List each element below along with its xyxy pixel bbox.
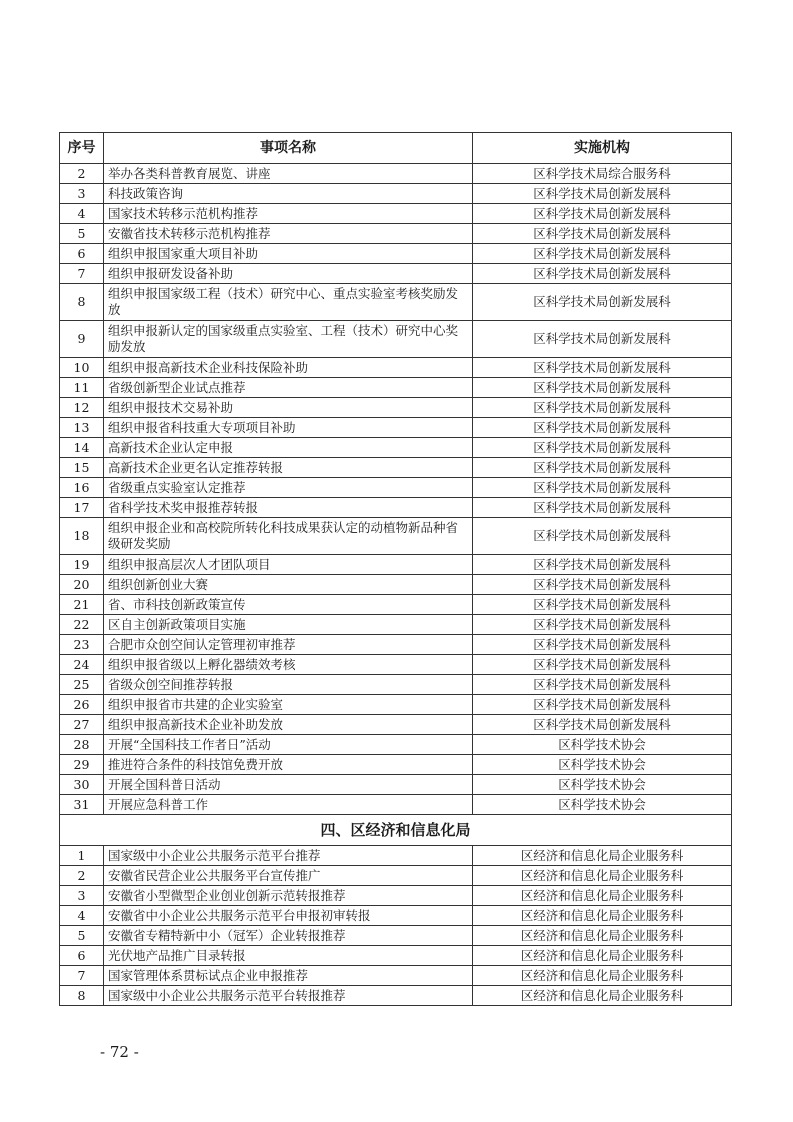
table-row	[60, 635, 732, 655]
cell-name: 国家级中小企业公共服务示范平台推荐	[104, 846, 473, 866]
table-row	[60, 795, 732, 815]
cell-org: 区科学技术局创新发展科	[473, 478, 732, 498]
table-row	[60, 518, 732, 555]
cell-name: 组织创新创业大赛	[104, 575, 473, 595]
header-org: 实施机构	[473, 133, 732, 164]
cell-name: 组织申报企业和高校院所转化科技成果获认定的动植物新品种省级研发奖励	[104, 518, 473, 555]
cell-num: 1	[60, 846, 104, 866]
table-row	[60, 946, 732, 966]
table-row	[60, 966, 732, 986]
cell-name: 举办各类科普教育展览、讲座	[104, 164, 473, 184]
page-number: - 72 -	[100, 1043, 139, 1061]
cell-name: 高新技术企业认定申报	[104, 438, 473, 458]
table-row	[60, 715, 732, 735]
table-row	[60, 575, 732, 595]
cell-org: 区科学技术局创新发展科	[473, 655, 732, 675]
cell-name: 推进符合条件的科技馆免费开放	[104, 755, 473, 775]
cell-name: 科技政策咨询	[104, 184, 473, 204]
cell-num: 17	[60, 498, 104, 518]
cell-org: 区科学技术局创新发展科	[473, 518, 732, 555]
cell-name: 组织申报研发设备补助	[104, 264, 473, 284]
section-row	[60, 815, 732, 846]
cell-num: 14	[60, 438, 104, 458]
cell-num: 8	[60, 284, 104, 321]
table-row	[60, 595, 732, 615]
cell-org: 区科学技术局创新发展科	[473, 358, 732, 378]
cell-name: 组织申报新认定的国家级重点实验室、工程（技术）研究中心奖励发放	[104, 321, 473, 358]
cell-org: 区科学技术局创新发展科	[473, 264, 732, 284]
table-row	[60, 655, 732, 675]
cell-name: 光伏地产品推广目录转报	[104, 946, 473, 966]
cell-name: 安徽省技术转移示范机构推荐	[104, 224, 473, 244]
cell-name: 安徽省民营企业公共服务平台宣传推广	[104, 866, 473, 886]
cell-num: 26	[60, 695, 104, 715]
table-row	[60, 224, 732, 244]
cell-name: 国家管理体系贯标试点企业申报推荐	[104, 966, 473, 986]
cell-num: 15	[60, 458, 104, 478]
table-header-row	[60, 133, 732, 164]
table-row	[60, 204, 732, 224]
cell-org: 区科学技术协会	[473, 755, 732, 775]
cell-org: 区科学技术局创新发展科	[473, 284, 732, 321]
cell-org: 区科学技术局综合服务科	[473, 164, 732, 184]
cell-num: 22	[60, 615, 104, 635]
cell-num: 29	[60, 755, 104, 775]
cell-name: 安徽省专精特新中小（冠军）企业转报推荐	[104, 926, 473, 946]
cell-name: 安徽省中小企业公共服务示范平台申报初审转报	[104, 906, 473, 926]
cell-name: 高新技术企业更名认定推荐转报	[104, 458, 473, 478]
table-row	[60, 184, 732, 204]
cell-org: 区科学技术局创新发展科	[473, 438, 732, 458]
cell-num: 11	[60, 378, 104, 398]
cell-name: 组织申报高层次人才团队项目	[104, 555, 473, 575]
cell-name: 国家级中小企业公共服务示范平台转报推荐	[104, 986, 473, 1006]
cell-num: 12	[60, 398, 104, 418]
cell-org: 区科学技术局创新发展科	[473, 555, 732, 575]
table-row	[60, 695, 732, 715]
cell-org: 区科学技术局创新发展科	[473, 224, 732, 244]
header-name: 事项名称	[104, 133, 473, 164]
section-title: 四、区经济和信息化局	[60, 815, 732, 846]
cell-org: 区科学技术局创新发展科	[473, 418, 732, 438]
cell-name: 省级创新型企业试点推荐	[104, 378, 473, 398]
cell-name: 省科学技术奖申报推荐转报	[104, 498, 473, 518]
cell-num: 24	[60, 655, 104, 675]
table-row	[60, 438, 732, 458]
cell-num: 3	[60, 184, 104, 204]
cell-num: 3	[60, 886, 104, 906]
items-table	[59, 132, 732, 1006]
cell-org: 区科学技术协会	[473, 795, 732, 815]
table-row	[60, 735, 732, 755]
table-row	[60, 986, 732, 1006]
cell-org: 区科学技术局创新发展科	[473, 675, 732, 695]
table-row	[60, 498, 732, 518]
cell-org: 区科学技术局创新发展科	[473, 398, 732, 418]
table-row	[60, 866, 732, 886]
cell-name: 组织申报国家重大项目补助	[104, 244, 473, 264]
cell-name: 组织申报省市共建的企业实验室	[104, 695, 473, 715]
cell-num: 6	[60, 946, 104, 966]
table-row	[60, 244, 732, 264]
cell-org: 区科学技术局创新发展科	[473, 695, 732, 715]
table-row	[60, 264, 732, 284]
table-row	[60, 846, 732, 866]
cell-org: 区科学技术局创新发展科	[473, 244, 732, 264]
cell-num: 2	[60, 164, 104, 184]
cell-num: 5	[60, 926, 104, 946]
cell-name: 开展“全国科技工作者日”活动	[104, 735, 473, 755]
cell-num: 7	[60, 966, 104, 986]
cell-org: 区科学技术局创新发展科	[473, 378, 732, 398]
cell-org: 区科学技术局创新发展科	[473, 575, 732, 595]
table-row	[60, 615, 732, 635]
cell-org: 区科学技术局创新发展科	[473, 321, 732, 358]
cell-num: 21	[60, 595, 104, 615]
cell-org: 区经济和信息化局企业服务科	[473, 986, 732, 1006]
cell-name: 组织申报高新技术企业科技保险补助	[104, 358, 473, 378]
cell-num: 16	[60, 478, 104, 498]
cell-name: 省级众创空间推荐转报	[104, 675, 473, 695]
cell-name: 组织申报高新技术企业补助发放	[104, 715, 473, 735]
table-row	[60, 906, 732, 926]
header-num: 序号	[60, 133, 104, 164]
cell-name: 组织申报省科技重大专项项目补助	[104, 418, 473, 438]
cell-num: 27	[60, 715, 104, 735]
cell-num: 19	[60, 555, 104, 575]
table-row	[60, 418, 732, 438]
cell-name: 组织申报国家级工程（技术）研究中心、重点实验室考核奖励发放	[104, 284, 473, 321]
cell-org: 区经济和信息化局企业服务科	[473, 866, 732, 886]
cell-org: 区经济和信息化局企业服务科	[473, 946, 732, 966]
cell-name: 省级重点实验室认定推荐	[104, 478, 473, 498]
cell-name: 省、市科技创新政策宣传	[104, 595, 473, 615]
cell-num: 13	[60, 418, 104, 438]
cell-org: 区科学技术局创新发展科	[473, 615, 732, 635]
cell-org: 区科学技术局创新发展科	[473, 184, 732, 204]
cell-num: 5	[60, 224, 104, 244]
cell-org: 区经济和信息化局企业服务科	[473, 846, 732, 866]
table-row	[60, 555, 732, 575]
table-row	[60, 358, 732, 378]
table-row	[60, 926, 732, 946]
table-row	[60, 378, 732, 398]
table-row	[60, 458, 732, 478]
cell-name: 开展应急科普工作	[104, 795, 473, 815]
table-row	[60, 775, 732, 795]
cell-name: 安徽省小型微型企业创业创新示范转报推荐	[104, 886, 473, 906]
table-row	[60, 886, 732, 906]
cell-name: 组织申报省级以上孵化器绩效考核	[104, 655, 473, 675]
cell-org: 区科学技术局创新发展科	[473, 458, 732, 478]
table-row	[60, 321, 732, 358]
cell-org: 区科学技术局创新发展科	[473, 635, 732, 655]
cell-org: 区科学技术协会	[473, 775, 732, 795]
cell-name: 组织申报技术交易补助	[104, 398, 473, 418]
cell-num: 25	[60, 675, 104, 695]
table-section	[60, 815, 732, 846]
table-row	[60, 398, 732, 418]
table-row	[60, 478, 732, 498]
cell-name: 合肥市众创空间认定管理初审推荐	[104, 635, 473, 655]
table-body-economy	[60, 846, 732, 1006]
cell-name: 国家技术转移示范机构推荐	[104, 204, 473, 224]
cell-org: 区科学技术局创新发展科	[473, 715, 732, 735]
cell-num: 4	[60, 204, 104, 224]
cell-num: 18	[60, 518, 104, 555]
cell-org: 区科学技术局创新发展科	[473, 498, 732, 518]
cell-org: 区科学技术局创新发展科	[473, 595, 732, 615]
cell-org: 区经济和信息化局企业服务科	[473, 966, 732, 986]
table-row	[60, 755, 732, 775]
cell-org: 区科学技术协会	[473, 735, 732, 755]
cell-num: 6	[60, 244, 104, 264]
cell-num: 28	[60, 735, 104, 755]
cell-name: 区自主创新政策项目实施	[104, 615, 473, 635]
table-row	[60, 284, 732, 321]
cell-name: 开展全国科普日活动	[104, 775, 473, 795]
cell-org: 区经济和信息化局企业服务科	[473, 886, 732, 906]
cell-num: 10	[60, 358, 104, 378]
cell-num: 20	[60, 575, 104, 595]
cell-num: 9	[60, 321, 104, 358]
cell-num: 8	[60, 986, 104, 1006]
cell-num: 23	[60, 635, 104, 655]
table-body-science	[60, 164, 732, 815]
cell-num: 30	[60, 775, 104, 795]
cell-num: 7	[60, 264, 104, 284]
table-row	[60, 164, 732, 184]
cell-num: 2	[60, 866, 104, 886]
cell-num: 4	[60, 906, 104, 926]
cell-org: 区经济和信息化局企业服务科	[473, 926, 732, 946]
table-row	[60, 675, 732, 695]
cell-num: 31	[60, 795, 104, 815]
cell-org: 区经济和信息化局企业服务科	[473, 906, 732, 926]
cell-org: 区科学技术局创新发展科	[473, 204, 732, 224]
